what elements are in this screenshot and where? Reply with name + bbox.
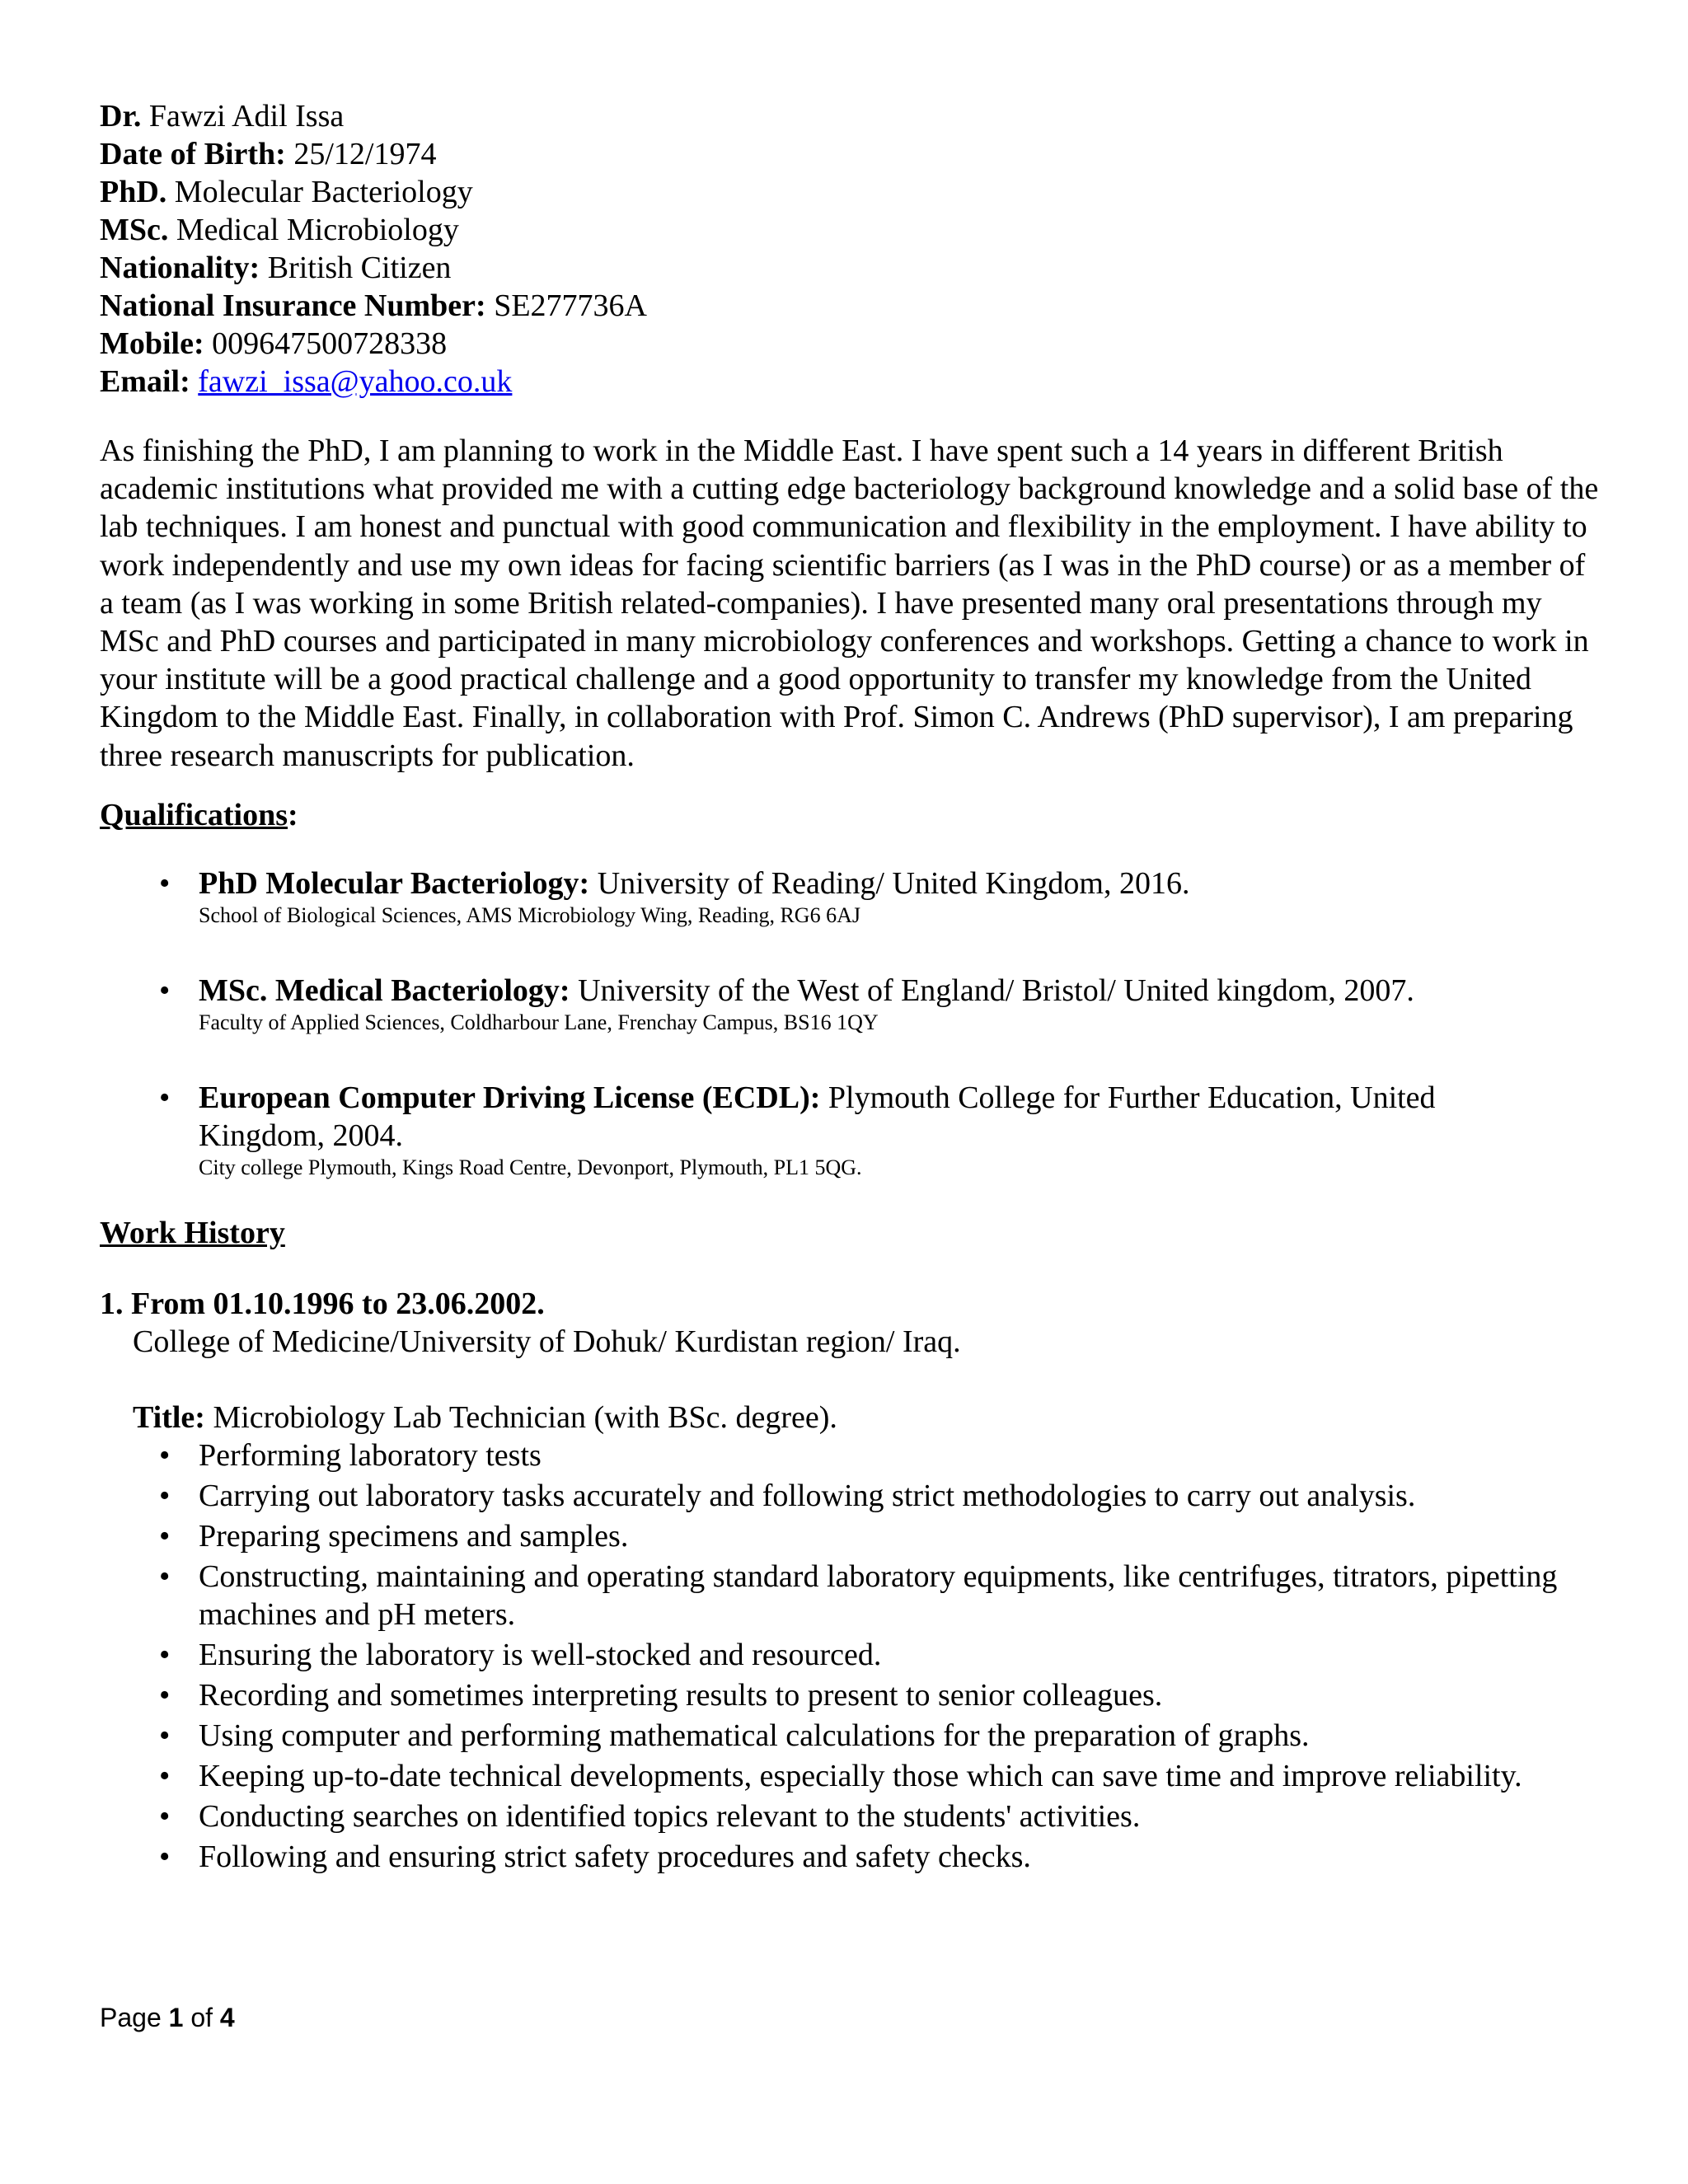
duty-item	[100, 1477, 1600, 1515]
dob-label: Date of Birth:	[100, 137, 286, 171]
page-word: Page	[100, 2003, 162, 2032]
job-dates: 1. From 01.10.1996 to 23.06.2002.	[100, 1286, 545, 1321]
dob-value: 25/12/1974	[293, 137, 437, 171]
ni-value: SE277736A	[494, 288, 647, 323]
duty-item	[100, 1636, 1600, 1674]
bullet-icon: •	[159, 1839, 171, 1874]
full-name: Fawzi Adil Issa	[148, 99, 345, 134]
duty-item	[100, 1757, 1600, 1795]
msc-label: MSc.	[100, 213, 169, 247]
job-title-label: Title:	[133, 1399, 205, 1435]
qualification-main	[199, 1079, 1600, 1155]
job-title-line	[100, 1399, 1600, 1436]
mobile-line	[100, 325, 1600, 363]
msc-value: Medical Microbiology	[176, 213, 459, 247]
duty-item	[100, 1436, 1600, 1474]
qualification-item	[100, 972, 1600, 1036]
duty-text: Keeping up-to-date technical developments, especially those which can save time and improve reliability.	[199, 1758, 1522, 1793]
page-total: 4	[219, 2003, 235, 2032]
nationality-line	[100, 249, 1600, 287]
qualification-address: School of Biological Sciences, AMS Microbiology Wing, Reading, RG6 6AJ	[199, 902, 860, 927]
duty-item	[100, 1517, 1600, 1555]
duty-item	[100, 1838, 1600, 1876]
qualification-institution: University of the West of England/ Bristol/ United kingdom, 2007.	[578, 972, 1414, 1008]
qualification-item	[100, 865, 1600, 929]
of-word: of	[190, 2003, 213, 2032]
duty-text: Preparing specimens and samples.	[199, 1518, 629, 1554]
bullet-icon: •	[159, 1080, 171, 1115]
bullet-icon: •	[159, 972, 171, 1008]
dob-line	[100, 135, 1600, 173]
duty-item	[100, 1797, 1600, 1835]
personal-details	[100, 97, 1600, 401]
work-history-section	[100, 1214, 1600, 1876]
qualification-degree: European Computer Driving License (ECDL):	[199, 1080, 821, 1115]
qualification-main	[199, 972, 1600, 1010]
qualifications-title: Qualifications	[100, 797, 288, 832]
duty-text: Constructing, maintaining and operating standard laboratory equipments, like centrifuges, titrators, pipetting machines and pH meters.	[199, 1558, 1558, 1632]
page-footer	[100, 2001, 235, 2034]
duty-item	[100, 1558, 1600, 1633]
bullet-icon: •	[159, 865, 171, 901]
phd-value: Molecular Bacteriology	[174, 175, 473, 209]
duty-text: Conducting searches on identified topics relevant to the students' activities.	[199, 1798, 1141, 1834]
bullet-icon: •	[159, 1718, 171, 1753]
bullet-icon: •	[159, 1798, 171, 1834]
job-title: Microbiology Lab Technician (with BSc. degree).	[213, 1399, 837, 1435]
work-history-title: Work History	[100, 1215, 285, 1250]
job-entry	[100, 1285, 1600, 1876]
bullet-icon: •	[159, 1478, 171, 1513]
document-page	[100, 97, 1600, 1878]
phd-line	[100, 173, 1600, 211]
page-number: 1	[168, 2003, 184, 2032]
email-line	[100, 363, 1600, 401]
qualifications-heading	[100, 796, 1600, 834]
duty-text: Using computer and performing mathematical calculations for the preparation of graphs.	[199, 1718, 1310, 1753]
qualification-address: Faculty of Applied Sciences, Coldharbour Lane, Frenchay Campus, BS16 1QY	[199, 1010, 879, 1034]
bullet-icon: •	[159, 1518, 171, 1554]
qualification-main	[199, 865, 1600, 902]
ni-label: National Insurance Number:	[100, 288, 486, 323]
email-label: Email:	[100, 364, 190, 399]
job-place: College of Medicine/University of Dohuk/ Kurdistan region/ Iraq.	[133, 1324, 961, 1359]
phd-label: PhD.	[100, 175, 167, 209]
duty-text: Performing laboratory tests	[199, 1437, 542, 1473]
qualifications-list	[100, 865, 1600, 1181]
qualification-address: City college Plymouth, Kings Road Centre, Devonport, Plymouth, PL1 5QG.	[199, 1155, 862, 1179]
duties-list	[100, 1436, 1600, 1876]
email-link[interactable]: fawzi_issa@yahoo.co.uk	[198, 364, 513, 399]
bullet-icon: •	[159, 1637, 171, 1672]
bullet-icon: •	[159, 1758, 171, 1793]
qualification-degree: MSc. Medical Bacteriology:	[199, 972, 570, 1008]
intro-paragraph: As finishing the PhD, I am planning to work in the Middle East. I have spent such a 14 years in different British academic institutions what provided me with a cutting edge bacteriology background knowledge and a solid base of the lab techniques. I am honest and punctual with good communication and flexibility in the employment. I have ability to work independently and use my own ideas for facing scientific barriers (as I was in the PhD course) or as a member of a team (as I was working in some British related-companies). I have presented many oral presentations through my MSc and PhD courses and participated in many microbiology conferences and workshops. Getting a chance to work in your institute will be a good practical challenge and a good opportunity to transfer my knowledge from the United Kingdom to the Middle East. Finally, in collaboration with Prof. Simon C. Andrews (PhD supervisor), I am preparing three research manuscripts for publication.	[100, 434, 1599, 773]
duty-text: Ensuring the laboratory is well-stocked and resourced.	[199, 1637, 882, 1672]
msc-line	[100, 211, 1600, 249]
qualifications-colon: :	[288, 797, 298, 832]
duty-text: Carrying out laboratory tasks accurately and following strict methodologies to carry out analysis.	[199, 1478, 1416, 1513]
duty-item	[100, 1676, 1600, 1714]
qualification-degree: PhD Molecular Bacteriology:	[199, 865, 590, 901]
nationality-label: Nationality:	[100, 251, 260, 285]
qualification-institution: University of Reading/ United Kingdom, 2016.	[597, 865, 1190, 901]
qualification-institution: Plymouth College for Further Education, United Kingdom, 2004.	[199, 1080, 1436, 1153]
duty-text: Recording and sometimes interpreting results to present to senior colleagues.	[199, 1677, 1163, 1713]
mobile-value: 009647500728338	[212, 326, 448, 361]
mobile-label: Mobile:	[100, 326, 204, 361]
qualification-item	[100, 1079, 1600, 1181]
name-line	[100, 97, 1600, 135]
bullet-icon: •	[159, 1677, 171, 1713]
bullet-icon: •	[159, 1558, 171, 1594]
name-prefix: Dr.	[100, 99, 142, 134]
qualifications-section	[100, 796, 1600, 1181]
nationality-value: British Citizen	[267, 251, 452, 285]
duty-item	[100, 1717, 1600, 1755]
duty-text: Following and ensuring strict safety procedures and safety checks.	[199, 1839, 1031, 1874]
bullet-icon: •	[159, 1437, 171, 1473]
ni-line	[100, 287, 1600, 325]
